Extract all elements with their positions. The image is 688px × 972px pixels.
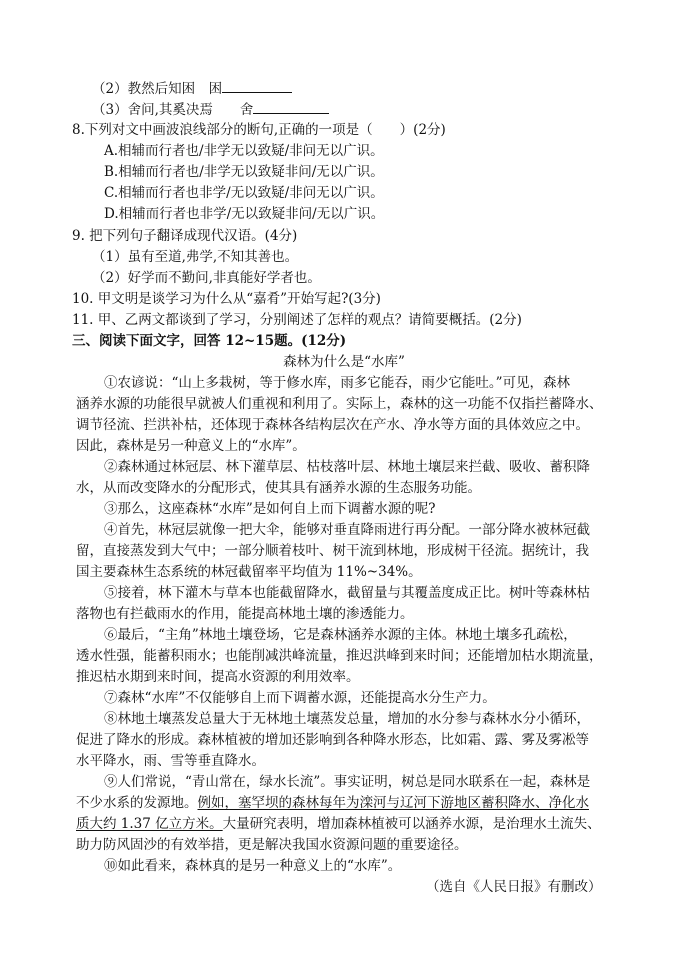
answer-blank[interactable] [253,99,329,114]
q7-item-2-text: （2）教然后知困 困 [92,81,223,97]
article-line: 落物也有拦截雨水的作用，能提高林地土壤的渗透能力。 [76,606,414,622]
article-line: ③那么，这座森林“水库”是如何自上而下调蓄水源的呢? [104,501,436,517]
article-line: 助力防风固沙的有效举措，更是解决我国水资源问题的重要途径。 [76,837,468,853]
q8-option-c: C.相辅而行者也非学/无以致疑/非问无以广识。 [104,185,384,201]
article-line-mixed [76,815,601,833]
article-line: 留，直接蒸发到大气中；一部分顺着枝叶、树干流到林地，形成树干径流。据统计，我 [76,543,589,559]
article-line: ⑦森林“水库”不仅能够自上而下调蓄水源，还能提高水分生产力。 [104,690,496,706]
q9-stem: 9. 把下列句子翻译成现代汉语。(4分) [72,228,298,244]
article-line: 推迟枯水期到来时间，提高水资源的利用效率。 [76,669,360,685]
article-line: ⑧林地土壤蒸发总量大于无林地土壤蒸发总量，增加的水分参与森林水分小循环， [104,711,590,727]
underlined-text: 质大约 1.37 亿立方米。 [76,816,223,832]
q9-item-2: （2）好学而不勤问,非真能好学者也。 [92,270,321,286]
article-line: 水平降水，雨、雪等垂直降水。 [76,753,265,769]
article-text: 不少水系的发源地。 [76,795,198,811]
q8-option-a: A.相辅而行者也/非学无以致疑/非问无以广识。 [104,143,384,159]
underlined-text: 例如，塞罕坝的森林每年为滦河与辽河下游地区蓄积降水、净化水 [197,795,589,811]
article-title: 森林为什么是“水库” [283,354,405,370]
q9-item-1: （1）虽有至道,弗学,不知其善也。 [92,249,299,265]
answer-blank[interactable] [222,78,292,93]
article-line: 国主要森林生态系统的林冠截留率平均值为 11%~34%。 [76,564,422,580]
q11-text: 11. 甲、乙两文都谈到了学习，分别阐述了怎样的观点？请简要概括。(2分) [72,312,522,328]
article-line: 水，从而改变降水的分配形式，使其具有涵养水源的生态服务功能。 [76,480,481,496]
article-line: 因此，森林是另一种意义上的“水库”。 [76,438,306,454]
article-line: 调节径流、拦洪补枯，还体现于森林各结构层次在产水、净水等方面的具体效应之中。 [76,417,589,433]
article-line: ⑤接着，林下灌木与草本也能截留降水，截留量与其覆盖度成正比。树叶等森林枯 [104,585,590,601]
article-line: ⑥最后，“主角”林地土壤登场，它是森林涵养水源的主体。林地土壤多孔疏松， [104,627,577,643]
article-line: ②森林通过林冠层、林下灌草层、枯枝落叶层、林地土壤层来拦截、吸收、蓄积降 [104,459,590,475]
q7-item-3 [92,99,329,119]
q7-item-2 [92,78,292,98]
section-3-heading: 三、阅读下面文字，回答 12~15题。(12分) [72,333,347,349]
article-source: （选自《人民日报》有删改） [426,879,602,895]
article-line: ④首先，林冠层就像一把大伞，能够对垂直降雨进行再分配。一部分降水被林冠截 [104,522,590,538]
article-line: 涵养水源的功能很早就被人们重视和利用了。实际上，森林的这一功能不仅指拦蓄降水、 [76,396,603,412]
article-line: ①农谚说：“山上多栽树，等于修水库，雨多它能吞，雨少它能吐。”可见，森林 [104,375,571,391]
q10-text: 10. 甲文明是谈学习为什么从“嘉肴”开始写起?(3分) [72,291,381,307]
article-line: ⑨人们常说，“青山常在，绿水长流”。事实证明，树总是同水联系在一起，森林是 [104,774,591,790]
article-line: 促进了降水的形成。森林植被的增加还影响到各种降水形态，比如霜、露、雾及雾凇等 [76,732,589,748]
article-line: 透水性强，能蓄积雨水；也能削减洪峰流量，推迟洪峰到来时间；还能增加枯水期流量， [76,648,603,664]
q8-option-d: D.相辅而行者也非学/无以致疑非问/无以广识。 [104,206,385,222]
article-line-mixed [76,794,589,812]
article-line: ⑩如此看来，森林真的是另一种意义上的“水库”。 [104,858,402,874]
article-text: 大量研究表明，增加森林植被可以涵养水源，是治理水土流失、 [222,816,601,832]
q8-stem: 8.下列对文中画波浪线部分的断句,正确的一项是（ ）(2分) [72,122,446,138]
q8-option-b: B.相辅而行者也/非学无以致疑非问/无以广识。 [104,164,384,180]
q7-item-3-text: （3）舍问,其奚决焉 舍 [92,102,254,118]
